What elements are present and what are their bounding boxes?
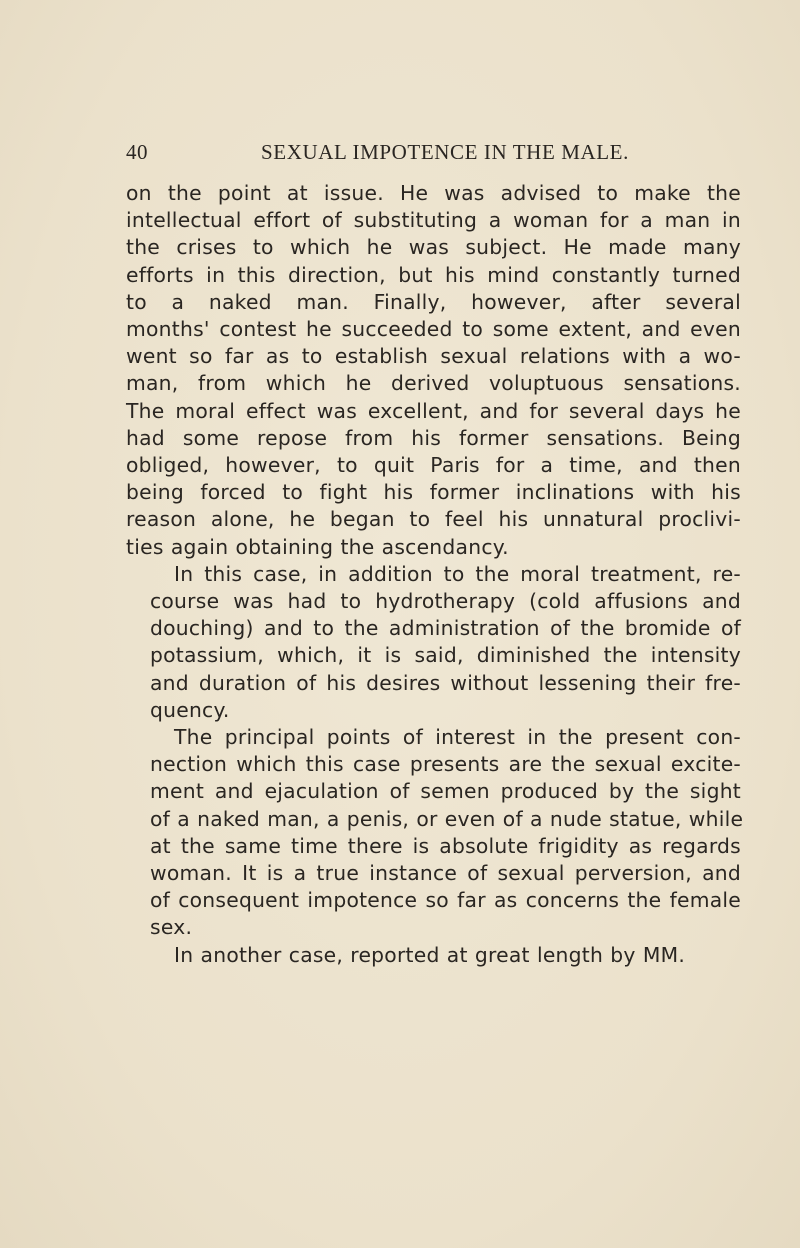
- text-line: The principal points of interest in the present con-: [174, 725, 741, 750]
- page-header: [126, 140, 741, 172]
- text-line: nection which this case presents are the sexual excite-: [150, 752, 741, 777]
- text-line: woman. It is a true instance of sexual perversion, and: [150, 861, 741, 886]
- text-line: In another case, reported at great length by MM.: [174, 942, 686, 967]
- page-number: 40: [126, 140, 148, 164]
- text-line: douching) and to the administration of the bromide of: [150, 616, 741, 641]
- text-line: at the same time there is absolute frigidity as regards: [150, 833, 741, 858]
- text-line: obliged, however, to quit Paris for a time, and then: [126, 453, 741, 478]
- text-line: man, from which he derived voluptuous sensations.: [126, 371, 741, 396]
- text-line: The moral effect was excellent, and for several days he: [126, 398, 741, 423]
- text-line: efforts in this direction, but his mind constantly turned: [126, 262, 741, 287]
- text-line: on the point at issue. He was advised to make the: [126, 181, 741, 205]
- text-line: went so far as to establish sexual relations with a wo-: [126, 344, 741, 369]
- paragraph-4: [126, 942, 741, 969]
- text-line: sex.: [150, 915, 193, 940]
- text-line: being forced to fight his former inclinations with his: [126, 480, 741, 505]
- text-line: reason alone, he began to feel his unnatural proclivi-: [126, 507, 741, 532]
- text-line: ties again obtaining the ascendancy.: [126, 534, 509, 559]
- text-line: quency.: [150, 697, 230, 722]
- body-text: [126, 180, 744, 969]
- text-line: of a naked man, a penis, or even of a nude statue, while: [150, 806, 744, 831]
- text-line: of consequent impotence so far as concerns the female: [150, 888, 741, 913]
- text-line: In this case, in addition to the moral treatment, re-: [174, 561, 741, 586]
- text-line: potassium, which, it is said, diminished the intensity: [150, 643, 741, 668]
- paragraph-1: [126, 180, 741, 561]
- text-line: course was had to hydrotherapy (cold affusions and: [150, 589, 741, 614]
- running-head: SEXUAL IMPOTENCE IN THE MALE.: [261, 140, 629, 164]
- text-line: and duration of his desires without lessening their fre-: [150, 670, 741, 695]
- text-line: intellectual effort of substituting a woman for a man in: [126, 208, 741, 233]
- text-line: to a naked man. Finally, however, after several: [126, 289, 741, 314]
- text-line: months' contest he succeeded to some extent, and even: [126, 317, 741, 342]
- text-line: ment and ejaculation of semen produced by the sight: [150, 779, 741, 804]
- text-line: had some repose from his former sensations. Being: [126, 425, 741, 450]
- paragraph-2: [126, 561, 741, 724]
- paragraph-3: [126, 724, 744, 942]
- text-line: the crises to which he was subject. He made many: [126, 235, 741, 260]
